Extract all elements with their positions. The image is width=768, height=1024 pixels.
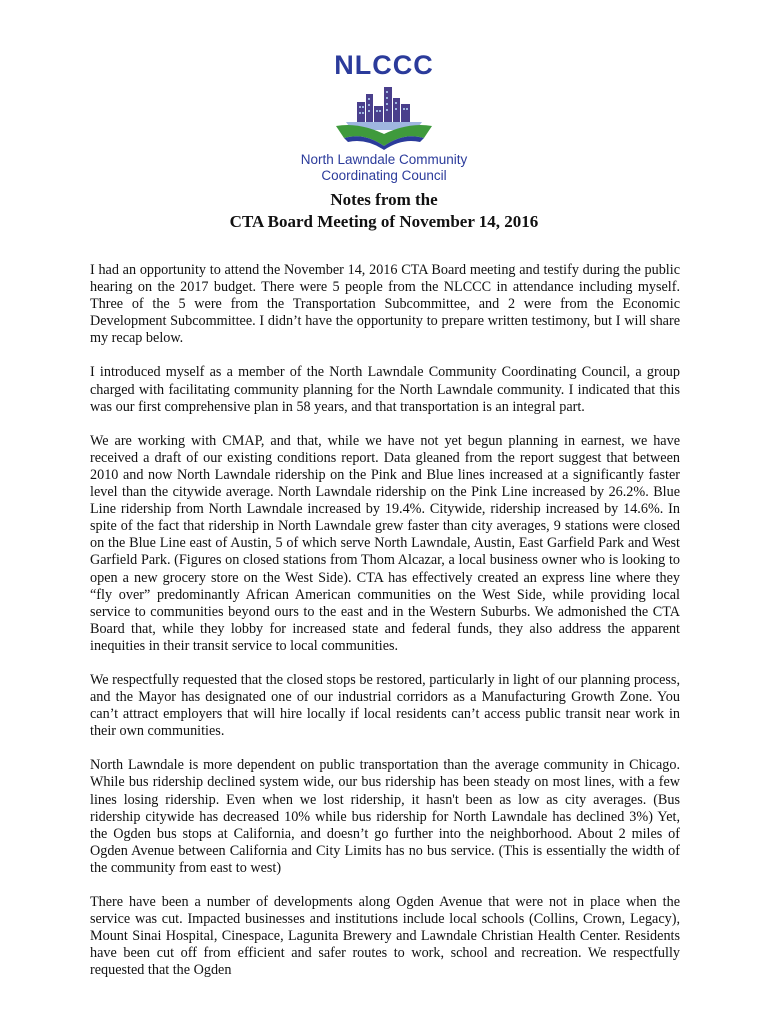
- paragraph: We respectfully requested that the closed stops be restored, particularly in light of our planning process, and the Mayor has designated one of our industrial corridors as a Manufacturing Growth Zone. You can’t attract employers that will hire locally if local residents can’t access public transit near work in their own communities.: [90, 671, 680, 740]
- logo-name-line-2: Coordinating Council: [321, 168, 447, 183]
- organization-logo: [0, 50, 768, 184]
- paragraph: We are working with CMAP, and that, while we have not yet begun planning in earnest, we have received a draft of our existing conditions report. Data gleaned from the report suggest that between 2010 and now North Lawndale ridership on the Pink and Blue lines increased at a significantly faster level than the citywide average. North Lawndale ridership on the Pink Line increased by 26.2%. Blue Line ridership from North Lawndale increased by 19.4%. Citywide, ridership increased by 14.6%. In spite of the fact that ridership in North Lawndale grew faster than city averages, 9 stations were closed on the Blue Line east of Austin, 5 of which serve North Lawndale, Austin, East Garfield Park and West Garfield Park. (Figures on closed stations from Thom Alcazar, a local business owner who is looking to open a new grocery store on the West Side). CTA has effectively created an express line where they “fly over” predominantly African American communities on the West Side, while providing local service to communities beyond ours to the east and in the Western Suburbs. We admonished the CTA Board that, while they lobby for increased state and federal funds, they also address the apparent inequities in their transit service to local communities.: [90, 432, 680, 654]
- skyline-book-logo-icon: [324, 82, 444, 152]
- document-title: [0, 189, 768, 233]
- logo-name-line-1: North Lawndale Community: [300, 152, 468, 167]
- document-body: [90, 262, 680, 996]
- paragraph: North Lawndale is more dependent on public transportation than the average community in Chicago. While bus ridership declined system wide, our bus ridership has been steady on most lines, with a few lines losing ridership. Even when we lost ridership, it hasn't been as low as city averages. (Bus ridership citywide has decreased 10% while bus ridership for North Lawndale has declined 3%) Yet, the Ogden bus stops at California, and doesn’t go further into the neighborhood. About 2 miles of Ogden Avenue between California and City Limits has no bus service. (This is essentially the width of the community from east to west): [90, 757, 680, 876]
- title-line-1: Notes from the: [330, 190, 438, 209]
- paragraph: There have been a number of developments along Ogden Avenue that were not in place when the service was cut. Impacted businesses and institutions include local schools (Collins, Crown, Legacy), Mount Sinai Hospital, Cinespace, Lagunita Brewery and Lawndale Christian Health Center. Residents have been cut off from efficient and safer routes to work, school and recreation. We respectfully requested that the Ogden: [90, 894, 680, 979]
- paragraph: I had an opportunity to attend the November 14, 2016 CTA Board meeting and testify during the public hearing on the 2017 budget. There were 5 people from the NLCCC in attendance including myself. Three of the 5 were from the Transportation Subcommittee, and 2 were from the Economic Development Subcommittee. I didn’t have the opportunity to prepare written testimony, but I will share my recap below.: [90, 262, 680, 347]
- logo-acronym: NLCCC: [334, 50, 434, 80]
- paragraph: I introduced myself as a member of the North Lawndale Community Coordinating Council, a group charged with facilitating community planning for the North Lawndale community. I indicated that this was our first comprehensive plan in 58 years, and that transportation is an integral part.: [90, 364, 680, 415]
- title-line-2: CTA Board Meeting of November 14, 2016: [229, 212, 539, 231]
